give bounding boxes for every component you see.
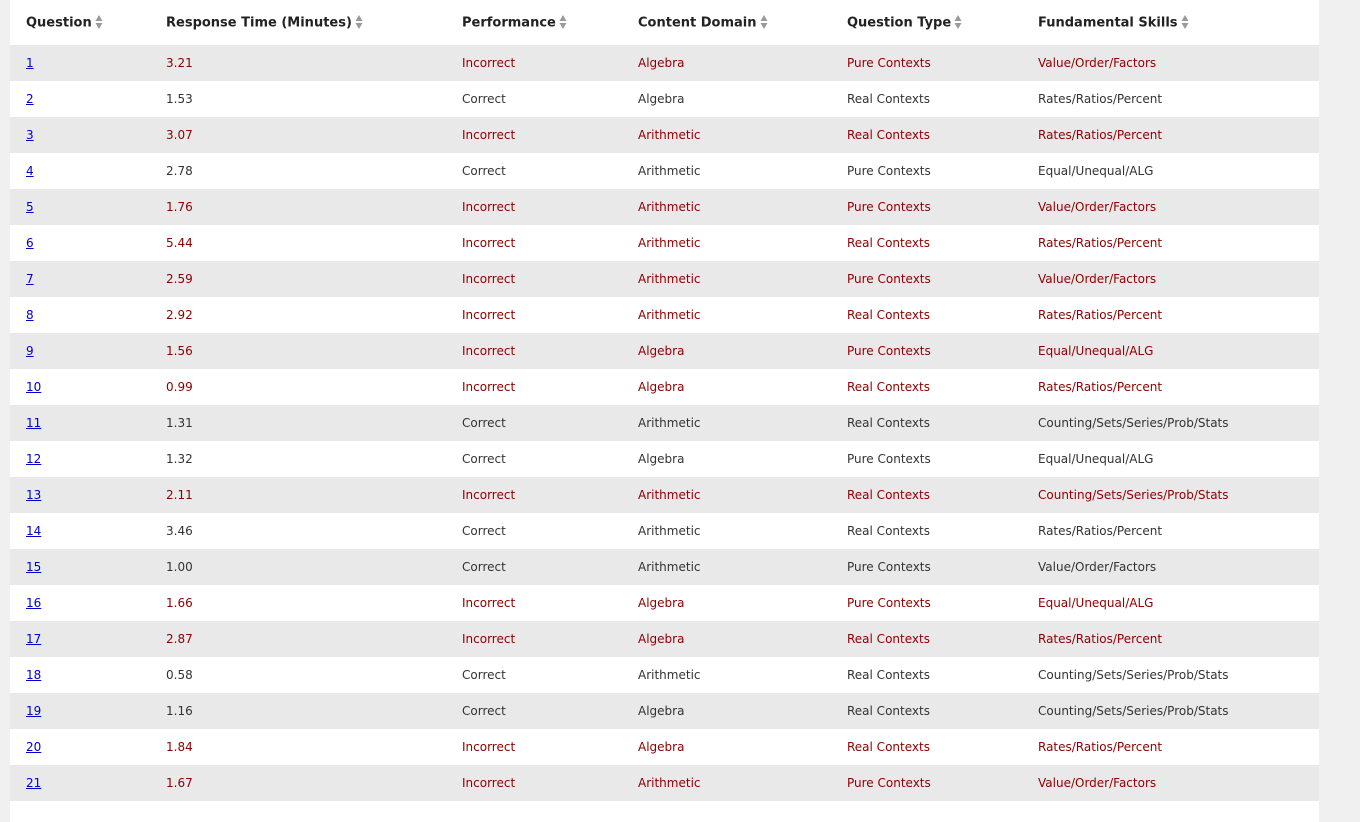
response-time-cell: 3.46 bbox=[150, 513, 446, 549]
question-type-cell: Real Contexts bbox=[831, 657, 1022, 693]
results-panel bbox=[10, 0, 1319, 822]
sort-icon[interactable] bbox=[559, 14, 567, 30]
question-type-cell: Real Contexts bbox=[831, 621, 1022, 657]
question-number-link[interactable]: 7 bbox=[26, 272, 34, 286]
content-domain-cell: Algebra bbox=[622, 369, 831, 405]
question-cell bbox=[10, 45, 150, 81]
performance-cell: Correct bbox=[446, 153, 622, 189]
fundamental-skills-cell: Rates/Ratios/Percent bbox=[1022, 117, 1319, 153]
question-number-link[interactable]: 9 bbox=[26, 344, 34, 358]
performance-cell: Correct bbox=[446, 549, 622, 585]
question-cell bbox=[10, 693, 150, 729]
column-header-question-type[interactable]: Question Type bbox=[831, 0, 1022, 45]
question-number-link[interactable]: 8 bbox=[26, 308, 34, 322]
question-number-link[interactable]: 16 bbox=[26, 596, 42, 610]
performance-cell: Incorrect bbox=[446, 369, 622, 405]
performance-cell: Correct bbox=[446, 657, 622, 693]
question-type-cell: Pure Contexts bbox=[831, 261, 1022, 297]
performance-cell: Correct bbox=[446, 693, 622, 729]
question-type-cell: Real Contexts bbox=[831, 513, 1022, 549]
performance-cell: Incorrect bbox=[446, 189, 622, 225]
table-row bbox=[10, 549, 1319, 585]
table-row bbox=[10, 81, 1319, 117]
question-type-cell: Pure Contexts bbox=[831, 333, 1022, 369]
question-cell bbox=[10, 585, 150, 621]
question-type-cell: Real Contexts bbox=[831, 297, 1022, 333]
performance-cell: Incorrect bbox=[446, 477, 622, 513]
content-domain-cell: Algebra bbox=[622, 585, 831, 621]
response-time-cell: 1.32 bbox=[150, 441, 446, 477]
fundamental-skills-cell: Rates/Ratios/Percent bbox=[1022, 513, 1319, 549]
table-row bbox=[10, 45, 1319, 81]
performance-cell: Correct bbox=[446, 441, 622, 477]
fundamental-skills-cell: Rates/Ratios/Percent bbox=[1022, 225, 1319, 261]
response-time-cell: 3.21 bbox=[150, 45, 446, 81]
question-number-link[interactable]: 20 bbox=[26, 740, 42, 754]
content-domain-cell: Algebra bbox=[622, 621, 831, 657]
question-results-table bbox=[10, 0, 1319, 801]
fundamental-skills-cell: Counting/Sets/Series/Prob/Stats bbox=[1022, 405, 1319, 441]
response-time-cell: 1.00 bbox=[150, 549, 446, 585]
fundamental-skills-cell: Equal/Unequal/ALG bbox=[1022, 333, 1319, 369]
question-number-link[interactable]: 10 bbox=[26, 380, 42, 394]
performance-cell: Incorrect bbox=[446, 333, 622, 369]
question-number-link[interactable]: 17 bbox=[26, 632, 42, 646]
question-cell bbox=[10, 405, 150, 441]
question-number-link[interactable]: 6 bbox=[26, 236, 34, 250]
table-row bbox=[10, 729, 1319, 765]
fundamental-skills-cell: Rates/Ratios/Percent bbox=[1022, 81, 1319, 117]
table-row bbox=[10, 297, 1319, 333]
response-time-cell: 0.99 bbox=[150, 369, 446, 405]
performance-cell: Incorrect bbox=[446, 729, 622, 765]
performance-cell: Correct bbox=[446, 405, 622, 441]
question-type-cell: Real Contexts bbox=[831, 81, 1022, 117]
content-domain-cell: Arithmetic bbox=[622, 405, 831, 441]
response-time-cell: 3.07 bbox=[150, 117, 446, 153]
question-cell bbox=[10, 261, 150, 297]
performance-cell: Incorrect bbox=[446, 621, 622, 657]
response-time-cell: 1.84 bbox=[150, 729, 446, 765]
table-row bbox=[10, 585, 1319, 621]
question-type-cell: Real Contexts bbox=[831, 117, 1022, 153]
response-time-cell: 1.67 bbox=[150, 765, 446, 801]
performance-cell: Correct bbox=[446, 513, 622, 549]
column-header-response-time[interactable]: Response Time (Minutes) bbox=[150, 0, 446, 45]
question-type-cell: Pure Contexts bbox=[831, 765, 1022, 801]
question-number-link[interactable]: 1 bbox=[26, 56, 34, 70]
fundamental-skills-cell: Equal/Unequal/ALG bbox=[1022, 441, 1319, 477]
table-row bbox=[10, 513, 1319, 549]
question-type-cell: Real Contexts bbox=[831, 729, 1022, 765]
question-type-cell: Real Contexts bbox=[831, 405, 1022, 441]
question-type-cell: Real Contexts bbox=[831, 693, 1022, 729]
question-number-link[interactable]: 13 bbox=[26, 488, 42, 502]
sort-icon[interactable] bbox=[954, 14, 962, 30]
question-cell bbox=[10, 333, 150, 369]
table-row bbox=[10, 657, 1319, 693]
sort-icon[interactable] bbox=[1181, 14, 1189, 30]
question-cell bbox=[10, 657, 150, 693]
performance-cell: Correct bbox=[446, 81, 622, 117]
table-row bbox=[10, 765, 1319, 801]
content-domain-cell: Algebra bbox=[622, 333, 831, 369]
table-row bbox=[10, 225, 1319, 261]
sort-icon[interactable] bbox=[95, 14, 103, 30]
question-type-cell: Pure Contexts bbox=[831, 45, 1022, 81]
fundamental-skills-cell: Value/Order/Factors bbox=[1022, 45, 1319, 81]
question-number-link[interactable]: 3 bbox=[26, 128, 34, 142]
question-type-cell: Real Contexts bbox=[831, 225, 1022, 261]
table-row bbox=[10, 153, 1319, 189]
content-domain-cell: Arithmetic bbox=[622, 261, 831, 297]
response-time-cell: 2.11 bbox=[150, 477, 446, 513]
question-number-link[interactable]: 5 bbox=[26, 200, 34, 214]
question-type-cell: Pure Contexts bbox=[831, 189, 1022, 225]
performance-cell: Incorrect bbox=[446, 765, 622, 801]
performance-cell: Incorrect bbox=[446, 117, 622, 153]
question-cell bbox=[10, 549, 150, 585]
table-row bbox=[10, 441, 1319, 477]
question-cell bbox=[10, 441, 150, 477]
question-cell bbox=[10, 477, 150, 513]
content-domain-cell: Algebra bbox=[622, 45, 831, 81]
question-number-link[interactable]: 19 bbox=[26, 704, 42, 718]
content-domain-cell: Algebra bbox=[622, 693, 831, 729]
column-header-fundamental-skills[interactable]: Fundamental Skills bbox=[1022, 0, 1319, 45]
response-time-cell: 2.92 bbox=[150, 297, 446, 333]
response-time-cell: 1.31 bbox=[150, 405, 446, 441]
table-row bbox=[10, 369, 1319, 405]
fundamental-skills-cell: Counting/Sets/Series/Prob/Stats bbox=[1022, 477, 1319, 513]
table-row bbox=[10, 477, 1319, 513]
question-cell bbox=[10, 81, 150, 117]
table-row bbox=[10, 189, 1319, 225]
fundamental-skills-cell: Equal/Unequal/ALG bbox=[1022, 153, 1319, 189]
table-row bbox=[10, 405, 1319, 441]
response-time-cell: 2.59 bbox=[150, 261, 446, 297]
table-row bbox=[10, 333, 1319, 369]
fundamental-skills-cell: Value/Order/Factors bbox=[1022, 261, 1319, 297]
question-cell bbox=[10, 117, 150, 153]
question-type-cell: Pure Contexts bbox=[831, 153, 1022, 189]
fundamental-skills-cell: Value/Order/Factors bbox=[1022, 189, 1319, 225]
question-cell bbox=[10, 513, 150, 549]
fundamental-skills-cell: Rates/Ratios/Percent bbox=[1022, 369, 1319, 405]
table-body bbox=[10, 45, 1319, 801]
column-header-performance[interactable]: Performance bbox=[446, 0, 622, 45]
page-scrollbar[interactable] bbox=[1330, 0, 1360, 822]
question-type-cell: Pure Contexts bbox=[831, 585, 1022, 621]
table-header-row bbox=[10, 0, 1319, 45]
performance-cell: Incorrect bbox=[446, 261, 622, 297]
content-domain-cell: Algebra bbox=[622, 441, 831, 477]
table-row bbox=[10, 621, 1319, 657]
performance-cell: Incorrect bbox=[446, 585, 622, 621]
fundamental-skills-cell: Value/Order/Factors bbox=[1022, 549, 1319, 585]
question-cell bbox=[10, 729, 150, 765]
response-time-cell: 0.58 bbox=[150, 657, 446, 693]
response-time-cell: 1.66 bbox=[150, 585, 446, 621]
fundamental-skills-cell: Value/Order/Factors bbox=[1022, 765, 1319, 801]
response-time-cell: 1.76 bbox=[150, 189, 446, 225]
sort-icon[interactable] bbox=[355, 14, 363, 30]
table-row bbox=[10, 261, 1319, 297]
column-header-question[interactable]: Question bbox=[10, 0, 150, 45]
question-number-link[interactable]: 2 bbox=[26, 92, 34, 106]
question-type-cell: Real Contexts bbox=[831, 369, 1022, 405]
content-domain-cell: Algebra bbox=[622, 729, 831, 765]
question-cell bbox=[10, 369, 150, 405]
content-domain-cell: Arithmetic bbox=[622, 549, 831, 585]
question-number-link[interactable]: 18 bbox=[26, 668, 42, 682]
response-time-cell: 1.56 bbox=[150, 333, 446, 369]
fundamental-skills-cell: Equal/Unequal/ALG bbox=[1022, 585, 1319, 621]
response-time-cell: 2.87 bbox=[150, 621, 446, 657]
response-time-cell: 2.78 bbox=[150, 153, 446, 189]
question-type-cell: Pure Contexts bbox=[831, 441, 1022, 477]
table-row bbox=[10, 117, 1319, 153]
question-type-cell: Real Contexts bbox=[831, 477, 1022, 513]
content-domain-cell: Arithmetic bbox=[622, 513, 831, 549]
sort-icon[interactable] bbox=[760, 14, 768, 30]
question-type-cell: Pure Contexts bbox=[831, 549, 1022, 585]
fundamental-skills-cell: Counting/Sets/Series/Prob/Stats bbox=[1022, 693, 1319, 729]
response-time-cell: 1.53 bbox=[150, 81, 446, 117]
response-time-cell: 1.16 bbox=[150, 693, 446, 729]
content-domain-cell: Arithmetic bbox=[622, 765, 831, 801]
question-number-link[interactable]: 15 bbox=[26, 560, 42, 574]
content-domain-cell: Algebra bbox=[622, 81, 831, 117]
content-domain-cell: Arithmetic bbox=[622, 477, 831, 513]
question-number-link[interactable]: 12 bbox=[26, 452, 42, 466]
content-domain-cell: Arithmetic bbox=[622, 189, 831, 225]
fundamental-skills-cell: Counting/Sets/Series/Prob/Stats bbox=[1022, 657, 1319, 693]
question-cell bbox=[10, 621, 150, 657]
content-domain-cell: Arithmetic bbox=[622, 297, 831, 333]
question-cell bbox=[10, 765, 150, 801]
question-cell bbox=[10, 153, 150, 189]
question-cell bbox=[10, 225, 150, 261]
performance-cell: Incorrect bbox=[446, 45, 622, 81]
question-number-link[interactable]: 11 bbox=[26, 416, 42, 430]
performance-cell: Incorrect bbox=[446, 297, 622, 333]
question-cell bbox=[10, 297, 150, 333]
fundamental-skills-cell: Rates/Ratios/Percent bbox=[1022, 621, 1319, 657]
content-domain-cell: Arithmetic bbox=[622, 153, 831, 189]
content-domain-cell: Arithmetic bbox=[622, 225, 831, 261]
content-domain-cell: Arithmetic bbox=[622, 657, 831, 693]
performance-cell: Incorrect bbox=[446, 225, 622, 261]
fundamental-skills-cell: Rates/Ratios/Percent bbox=[1022, 729, 1319, 765]
fundamental-skills-cell: Rates/Ratios/Percent bbox=[1022, 297, 1319, 333]
column-header-content-domain[interactable]: Content Domain bbox=[622, 0, 831, 45]
question-number-link[interactable]: 21 bbox=[26, 776, 42, 790]
question-cell bbox=[10, 189, 150, 225]
response-time-cell: 5.44 bbox=[150, 225, 446, 261]
table-row bbox=[10, 693, 1319, 729]
question-number-link[interactable]: 14 bbox=[26, 524, 42, 538]
question-number-link[interactable]: 4 bbox=[26, 164, 34, 178]
content-domain-cell: Arithmetic bbox=[622, 117, 831, 153]
